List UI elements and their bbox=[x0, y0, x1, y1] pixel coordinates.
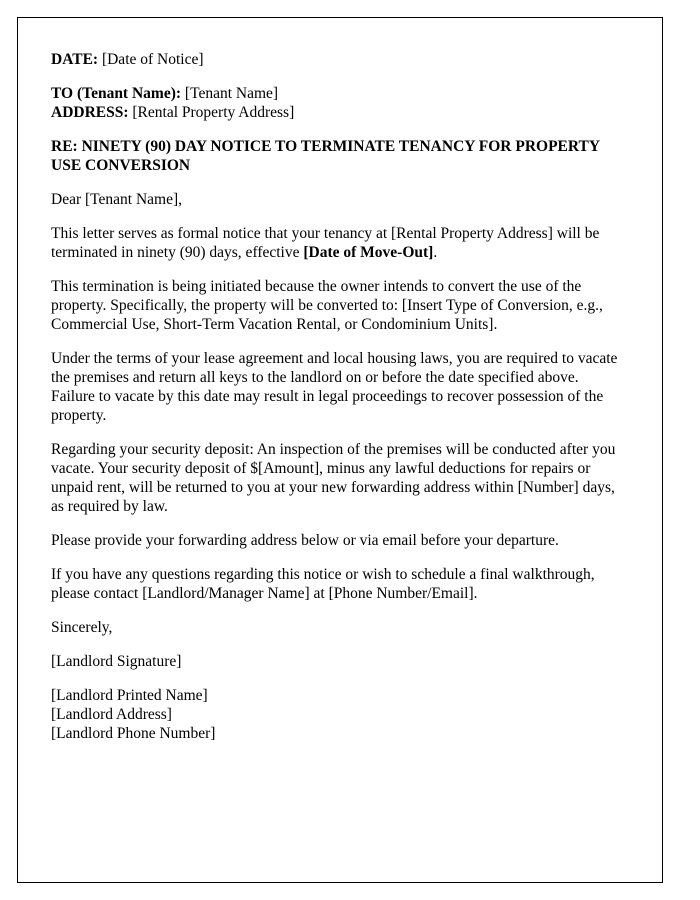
landlord-printed-name: [Landlord Printed Name] bbox=[51, 687, 208, 704]
paragraph-security-deposit: Regarding your security deposit: An inspection of the premises will be conducted after you vacate. Your security deposit of $[Amount], minus any lawful deductions for repairs or unpaid rent, will be returned to you at your new forwarding address within [Number] days, as required by law. bbox=[51, 441, 616, 515]
signature-line: [Landlord Signature] bbox=[51, 653, 182, 670]
salutation: Dear [Tenant Name], bbox=[51, 191, 183, 208]
date-label: DATE: bbox=[51, 51, 99, 68]
paragraph-termination-notice-end: . bbox=[433, 244, 438, 261]
letter-page bbox=[17, 17, 663, 883]
paragraph-conversion-reason: This termination is being initiated because the owner intends to convert the use of the property. Specifically, the property will be converted to: [Insert Type of Conversion, e.g., Commercial Use, Short-Term Vacation Rental, or Condominium Units]. bbox=[51, 278, 603, 333]
date-value: [Date of Notice] bbox=[101, 51, 204, 68]
address-label: ADDRESS: bbox=[51, 104, 129, 121]
paragraph-contact-info: If you have any questions regarding this notice or wish to schedule a final walkthrough, please contact [Landlord/Manager Name] at [Phone Number/Email]. bbox=[51, 566, 595, 602]
subject-line: RE: NINETY (90) DAY NOTICE TO TERMINATE TENANCY FOR PROPERTY USE CONVERSION bbox=[51, 138, 600, 174]
landlord-address: [Landlord Address] bbox=[51, 706, 172, 723]
address-value: [Rental Property Address] bbox=[132, 104, 295, 121]
closing: Sincerely, bbox=[51, 619, 113, 636]
paragraph-vacate-terms: Under the terms of your lease agreement and local housing laws, you are required to vacate the premises and return all keys to the landlord on or before the date specified above. Failure to vacate by this date may result in legal proceedings to recover possession of the property. bbox=[51, 350, 618, 424]
to-value: [Tenant Name] bbox=[184, 85, 279, 102]
recipient-block bbox=[51, 84, 626, 122]
move-out-date: [Date of Move-Out] bbox=[303, 244, 434, 261]
to-label: TO (Tenant Name): bbox=[51, 85, 182, 102]
landlord-info-block bbox=[51, 686, 626, 743]
paragraph-termination-notice bbox=[51, 224, 626, 262]
landlord-phone: [Landlord Phone Number] bbox=[51, 725, 216, 742]
date-line bbox=[51, 50, 626, 69]
paragraph-termination-notice-text: This letter serves as formal notice that your tenancy at [Rental Property Address] will be terminated in ninety (90) days, effective bbox=[51, 225, 600, 261]
paragraph-forwarding-address: Please provide your forwarding address below or via email before your departure. bbox=[51, 532, 559, 549]
